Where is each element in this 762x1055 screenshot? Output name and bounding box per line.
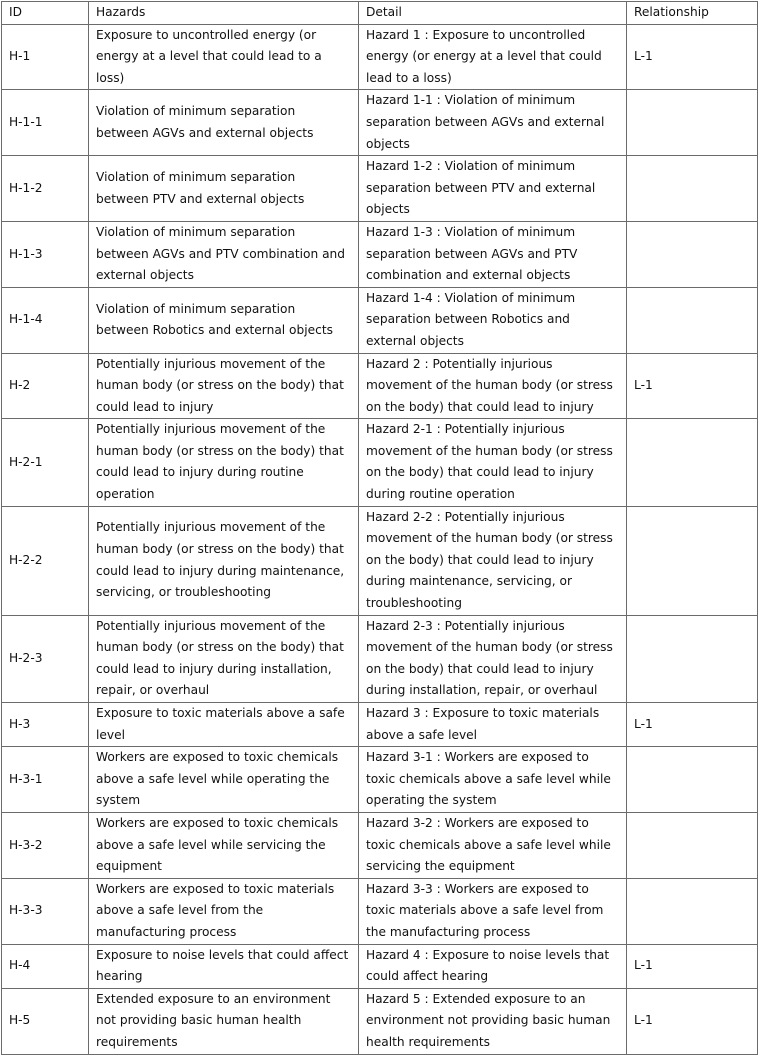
table-row [2, 703, 758, 747]
cell-detail: Hazard 3-2 : Workers are exposed to toxic chemicals above a safe level while servicing the equipment [359, 812, 627, 878]
cell-relationship [627, 878, 758, 944]
cell-hazard: Violation of minimum separation between AGVs and external objects [89, 90, 359, 156]
cell-detail: Hazard 3-3 : Workers are exposed to toxic materials above a safe level from the manufacturing process [359, 878, 627, 944]
cell-hazard: Workers are exposed to toxic chemicals above a safe level while operating the system [89, 747, 359, 813]
header-detail: Detail [359, 2, 627, 25]
cell-hazard: Exposure to noise levels that could affect hearing [89, 944, 359, 988]
cell-detail: Hazard 3-1 : Workers are exposed to toxic chemicals above a safe level while operating the system [359, 747, 627, 813]
table-row [2, 812, 758, 878]
cell-id: H-1-4 [2, 287, 89, 353]
table-row [2, 90, 758, 156]
cell-id: H-2-3 [2, 615, 89, 702]
cell-id: H-4 [2, 944, 89, 988]
table-row [2, 287, 758, 353]
cell-detail: Hazard 1-4 : Violation of minimum separation between Robotics and external objects [359, 287, 627, 353]
cell-detail: Hazard 3 : Exposure to toxic materials above a safe level [359, 703, 627, 747]
cell-hazard: Violation of minimum separation between PTV and external objects [89, 156, 359, 222]
cell-relationship: L-1 [627, 24, 758, 90]
cell-id: H-3 [2, 703, 89, 747]
cell-hazard: Violation of minimum separation between Robotics and external objects [89, 287, 359, 353]
table-row [2, 221, 758, 287]
cell-detail: Hazard 2-3 : Potentially injurious movement of the human body (or stress on the body) that could lead to injury during installation, repair, or overhaul [359, 615, 627, 702]
cell-detail: Hazard 4 : Exposure to noise levels that could affect hearing [359, 944, 627, 988]
cell-hazard: Workers are exposed to toxic materials above a safe level from the manufacturing process [89, 878, 359, 944]
cell-hazard: Potentially injurious movement of the human body (or stress on the body) that could lead to injury during routine operation [89, 419, 359, 506]
table-row [2, 878, 758, 944]
header-hazards: Hazards [89, 2, 359, 25]
cell-detail: Hazard 2 : Potentially injurious movement of the human body (or stress on the body) that could lead to injury [359, 353, 627, 419]
cell-id: H-2 [2, 353, 89, 419]
cell-detail: Hazard 1-3 : Violation of minimum separation between AGVs and PTV combination and external objects [359, 221, 627, 287]
table-row [2, 24, 758, 90]
cell-relationship [627, 747, 758, 813]
header-id: ID [2, 2, 89, 25]
cell-relationship [627, 506, 758, 615]
table-row [2, 747, 758, 813]
cell-id: H-3-1 [2, 747, 89, 813]
cell-hazard: Exposure to toxic materials above a safe level [89, 703, 359, 747]
cell-hazard: Exposure to uncontrolled energy (or energy at a level that could lead to a loss) [89, 24, 359, 90]
cell-hazard: Potentially injurious movement of the human body (or stress on the body) that could lead to injury during maintenance, servicing, or troubleshooting [89, 506, 359, 615]
header-row [2, 2, 758, 25]
cell-id: H-3-2 [2, 812, 89, 878]
cell-hazard: Potentially injurious movement of the human body (or stress on the body) that could lead to injury [89, 353, 359, 419]
cell-relationship [627, 419, 758, 506]
header-relationship: Relationship [627, 2, 758, 25]
cell-relationship [627, 156, 758, 222]
table-row [2, 615, 758, 702]
cell-relationship [627, 221, 758, 287]
cell-id: H-1-1 [2, 90, 89, 156]
cell-hazard: Potentially injurious movement of the human body (or stress on the body) that could lead to injury during installation, repair, or overhaul [89, 615, 359, 702]
cell-hazard: Violation of minimum separation between AGVs and PTV combination and external objects [89, 221, 359, 287]
cell-relationship [627, 812, 758, 878]
cell-hazard: Extended exposure to an environment not providing basic human health requirements [89, 988, 359, 1054]
cell-detail: Hazard 2-2 : Potentially injurious movement of the human body (or stress on the body) that could lead to injury during maintenance, servicing, or troubleshooting [359, 506, 627, 615]
hazard-table [1, 1, 758, 1055]
cell-relationship [627, 90, 758, 156]
cell-detail: Hazard 5 : Extended exposure to an environment not providing basic human health requirements [359, 988, 627, 1054]
cell-relationship: L-1 [627, 988, 758, 1054]
table-row [2, 988, 758, 1054]
cell-relationship [627, 615, 758, 702]
table-row [2, 944, 758, 988]
cell-id: H-2-2 [2, 506, 89, 615]
cell-detail: Hazard 1-2 : Violation of minimum separation between PTV and external objects [359, 156, 627, 222]
cell-relationship: L-1 [627, 944, 758, 988]
cell-relationship [627, 287, 758, 353]
cell-id: H-1-2 [2, 156, 89, 222]
table-row [2, 156, 758, 222]
cell-id: H-5 [2, 988, 89, 1054]
cell-id: H-3-3 [2, 878, 89, 944]
cell-detail: Hazard 2-1 : Potentially injurious movement of the human body (or stress on the body) that could lead to injury during routine operation [359, 419, 627, 506]
cell-relationship: L-1 [627, 703, 758, 747]
table-row [2, 419, 758, 506]
table-row [2, 353, 758, 419]
cell-id: H-1-3 [2, 221, 89, 287]
cell-id: H-2-1 [2, 419, 89, 506]
cell-relationship: L-1 [627, 353, 758, 419]
cell-id: H-1 [2, 24, 89, 90]
table-row [2, 506, 758, 615]
cell-hazard: Workers are exposed to toxic chemicals above a safe level while servicing the equipment [89, 812, 359, 878]
cell-detail: Hazard 1-1 : Violation of minimum separation between AGVs and external objects [359, 90, 627, 156]
cell-detail: Hazard 1 : Exposure to uncontrolled energy (or energy at a level that could lead to a loss) [359, 24, 627, 90]
